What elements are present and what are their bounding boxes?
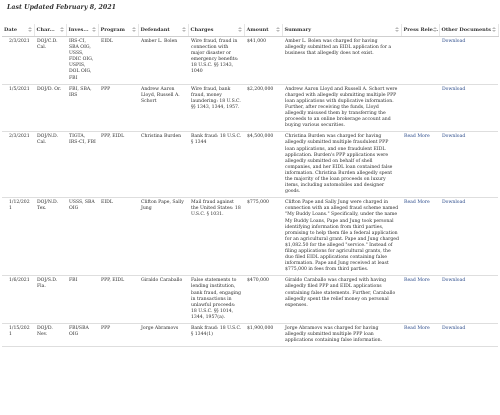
- cell-charged-in: DOJ/D. Nev.: [34, 324, 66, 347]
- cell-charged-in: DOJ/N.D. Tex.: [34, 198, 66, 276]
- cell-date: 1/6/2021: [2, 276, 34, 324]
- sort-icon[interactable]: [92, 27, 96, 33]
- cell-press-release: [401, 37, 439, 85]
- cell-defendant: Jorge Abramovs: [138, 324, 188, 347]
- download-link[interactable]: Download: [442, 278, 466, 284]
- column-header-date[interactable]: Date: [2, 24, 34, 37]
- cell-press-release: [401, 132, 439, 198]
- column-header-press-release[interactable]: Press Rele...: [401, 24, 439, 37]
- cell-amount: $41,000: [244, 37, 282, 85]
- download-link[interactable]: Download: [442, 86, 466, 92]
- cell-charges: Wire fraud, bank fraud, money laundering: 18 U.S.C. §§ 1343, 1344, 1957.: [188, 84, 244, 132]
- press-release-link[interactable]: Read More: [404, 134, 430, 140]
- cell-summary: Amber L. Bolen was charged for having allegedly submitted an EIDL application for a business that allegedly does not exist.: [282, 37, 401, 85]
- cell-defendant: Amber L. Bolen: [138, 37, 188, 85]
- download-link[interactable]: Download: [442, 326, 466, 332]
- last-updated-label: Last Updated February 8, 2021: [7, 4, 117, 11]
- cell-date: 1/5/2021: [2, 84, 34, 132]
- sort-icon[interactable]: [182, 27, 186, 33]
- cell-charged-in: DOJ/C.D. Cal.: [34, 37, 66, 85]
- cell-investigators: FBI/SBA OIG: [66, 324, 98, 347]
- table-row: [2, 132, 498, 198]
- cell-investigators: USSS, SBA OIG: [66, 198, 98, 276]
- table-row: [2, 198, 498, 276]
- press-release-link[interactable]: Read More: [404, 326, 430, 332]
- cell-defendant: Clifton Pape, Sally Jung: [138, 198, 188, 276]
- column-header-amount[interactable]: Amount: [244, 24, 282, 37]
- cell-charges: Bank fraud: 18 U.S.C. § 1344(1): [188, 324, 244, 347]
- sort-icon[interactable]: [492, 27, 496, 33]
- table-row: [2, 37, 498, 85]
- cell-program: PPP, EIDL: [98, 276, 138, 324]
- cell-investigators: FBI, SBA, IRS: [66, 84, 98, 132]
- cell-press-release: [401, 198, 439, 276]
- cell-summary: Jorge Abramovs was charged for having allegedly submitted multiple PPP loan applications containing false information.: [282, 324, 401, 347]
- sort-icon[interactable]: [276, 27, 280, 33]
- sort-icon[interactable]: [238, 27, 242, 33]
- cell-investigators: IRS-CI, SBA OIG, USSS, FDIC OIG, USPIS, DOL OIG, FBI: [66, 37, 98, 85]
- cell-investigators: TIGTA, IRS-CI, FBI: [66, 132, 98, 198]
- sort-icon[interactable]: [60, 27, 64, 33]
- sort-icon[interactable]: [28, 27, 32, 33]
- column-header-charged-in[interactable]: Char...: [34, 24, 66, 37]
- cell-amount: $2,200,000: [244, 84, 282, 132]
- sort-icon[interactable]: [132, 27, 136, 33]
- cell-date: 1/12/2021: [2, 198, 34, 276]
- download-link[interactable]: Download: [442, 134, 466, 140]
- cell-program: EIDL: [98, 198, 138, 276]
- table-row: [2, 324, 498, 347]
- cell-program: PPP, EIDL: [98, 132, 138, 198]
- cell-date: 2/3/2021: [2, 132, 34, 198]
- sort-icon[interactable]: [395, 27, 399, 33]
- cell-amount: $775,000: [244, 198, 282, 276]
- cell-investigators: FBI: [66, 276, 98, 324]
- cell-other-documents: [439, 84, 498, 132]
- table-header-row: [2, 24, 498, 37]
- table-row: [2, 84, 498, 132]
- column-header-program[interactable]: Program: [98, 24, 138, 37]
- cell-defendant: Andrew Aaron Lloyd, Russell A. Schort: [138, 84, 188, 132]
- cell-summary: Giraldo Caraballo was charged with having allegedly filed PPP and EIDL applications containing false statements. Further, Caraballo allegedly spent the relief money on personal expenses.: [282, 276, 401, 324]
- cell-charged-in: DOJ/N.D. Cal.: [34, 132, 66, 198]
- cell-charges: Wire fraud, fraud in connection with major disaster or emergency benefits: 18 U.S.C. §§ 1343, 1040: [188, 37, 244, 85]
- column-header-summary[interactable]: Summary: [282, 24, 401, 37]
- cell-other-documents: [439, 276, 498, 324]
- column-header-defendant[interactable]: Defendant: [138, 24, 188, 37]
- cell-defendant: Christina Burden: [138, 132, 188, 198]
- enforcement-table: [2, 24, 499, 347]
- cell-date: 1/15/2021: [2, 324, 34, 347]
- cell-summary: Andrew Aaron Lloyd and Russell A. Schort were charged with allegedly submitting multiple PPP loan applications with duplicative information. Further, after receiving the funds, Lloyd allegedly misused them by transferring the proceeds to an online brokerage account and buying various securities.: [282, 84, 401, 132]
- cell-date: 2/3/2021: [2, 37, 34, 85]
- table-row: [2, 276, 498, 324]
- cell-defendant: Giraldo Caraballo: [138, 276, 188, 324]
- cell-amount: $4,500,000: [244, 132, 282, 198]
- press-release-link[interactable]: Read More: [404, 278, 430, 284]
- cell-program: PPP: [98, 324, 138, 347]
- column-header-investigators[interactable]: Inves...: [66, 24, 98, 37]
- cell-other-documents: [439, 324, 498, 347]
- cell-amount: $1,900,000: [244, 324, 282, 347]
- cell-charged-in: DOJ/D. Or.: [34, 84, 66, 132]
- cell-summary: Christina Burden was charged for having allegedly submitted multiple fraudulent PPP loan applications, and one fraudulent EIDL application. Burden's PPP applications were allegedly submitted on behalf of shell companies, and her EIDL loan contained false information. Christina Burden allegedly spent the majority of the loan proceeds on luxury items, including automobiles and designer goods.: [282, 132, 401, 198]
- cell-charges: Mail fraud against the United States: 18 U.S.C. § 1031.: [188, 198, 244, 276]
- cell-program: PPP: [98, 84, 138, 132]
- press-release-link[interactable]: Read More: [404, 200, 430, 206]
- column-header-charges[interactable]: Charges: [188, 24, 244, 37]
- cell-press-release: [401, 324, 439, 347]
- download-link[interactable]: Download: [442, 39, 466, 44]
- sort-icon[interactable]: [433, 27, 437, 33]
- cell-amount: $470,000: [244, 276, 282, 324]
- cell-press-release: [401, 84, 439, 132]
- cell-charges: False statements to lending institution, bank fraud, engaging in transactions in unlawful proceeds: 18 U.S.C. §§ 1014, 1344, 1957(a).: [188, 276, 244, 324]
- cell-charged-in: DOJ/S.D. Fla.: [34, 276, 66, 324]
- cell-other-documents: [439, 198, 498, 276]
- cell-other-documents: [439, 37, 498, 85]
- cell-press-release: [401, 276, 439, 324]
- cell-other-documents: [439, 132, 498, 198]
- cell-charges: Bank fraud: 18 U.S.C. § 1344: [188, 132, 244, 198]
- download-link[interactable]: Download: [442, 200, 466, 206]
- column-header-other-documents[interactable]: Other Documents: [439, 24, 498, 37]
- cell-program: EIDL: [98, 37, 138, 85]
- cell-summary: Clifton Pape and Sally Jung were charged in connection with an alleged fraud scheme named "My Buddy Loans." Specifically, under the name My Buddy Loans, Pape and Jung took personal identifying information from third parties, promising to help them file a federal application for an agricultural grant. Pape and Jung charged $1,082.50 for the alleged "service." Instead of filing applications for agricultural grants, the duo filed EIDL applications containing false information. Pape and Jung received at least $775,000 in fees from third parties.: [282, 198, 401, 276]
